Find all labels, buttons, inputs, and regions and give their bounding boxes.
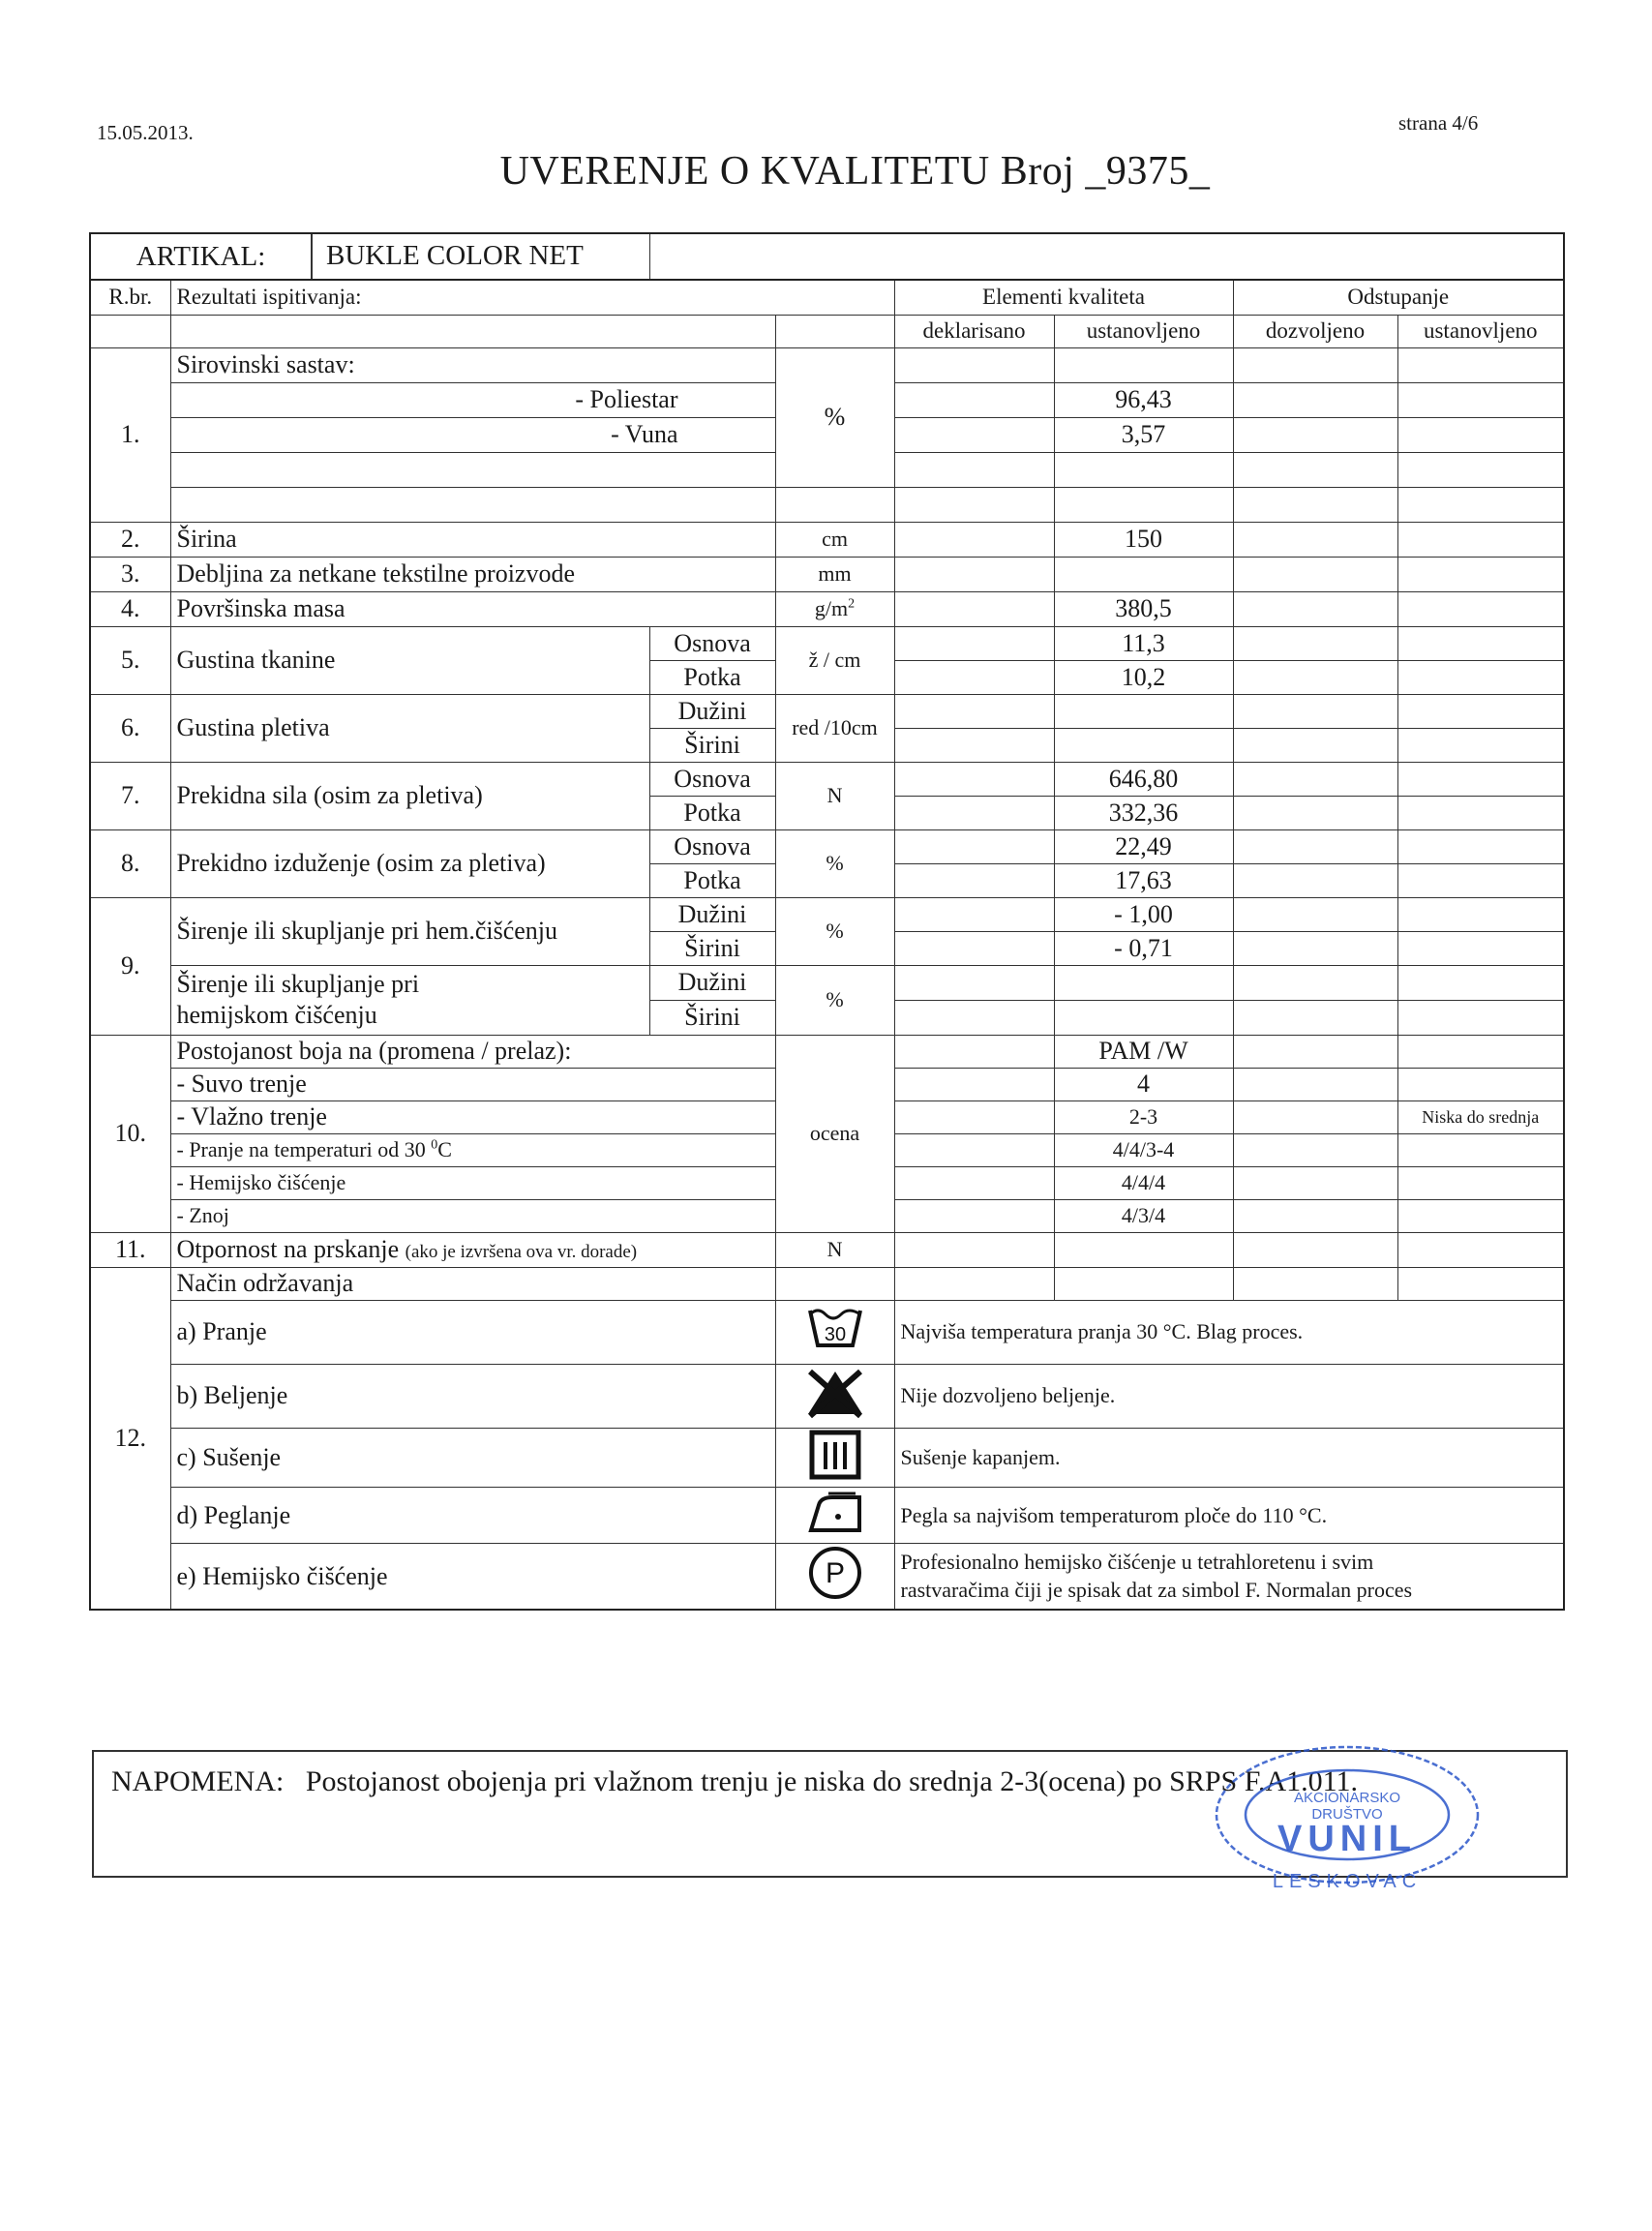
row-number: 5. xyxy=(90,626,170,694)
deviation-value: Niska do srednja xyxy=(1397,1100,1564,1133)
table-row xyxy=(90,626,1564,660)
row-label: Debljina za netkane tekstilne proizvode xyxy=(170,557,775,591)
row-label: Prekidno izduženje (osim za pletiva) xyxy=(170,829,649,897)
row-value: 2-3 xyxy=(1054,1100,1233,1133)
row-label: Postojanost boja na (promena / prelaz): xyxy=(170,1035,775,1068)
row-unit: ocena xyxy=(775,1035,894,1232)
note-label: NAPOMENA: xyxy=(111,1765,285,1797)
col-odstupanje: Odstupanje xyxy=(1233,280,1564,315)
row-sublabel: Dužini xyxy=(649,965,775,1000)
row-label: Gustina tkanine xyxy=(170,626,649,694)
care-label: c) Sušenje xyxy=(170,1428,775,1488)
page-number: strana 4/6 xyxy=(1398,111,1479,135)
table-row xyxy=(90,557,1564,591)
row-number: 12. xyxy=(90,1267,170,1610)
row-value: PAM /W xyxy=(1054,1035,1233,1068)
row-label: Prekidna sila (osim za pletiva) xyxy=(170,762,649,829)
row-sublabel: - Pranje na temperaturi od 30 $^0$C xyxy=(170,1133,775,1166)
care-row xyxy=(90,1364,1564,1428)
care-description: Nije dozvoljeno beljenje. xyxy=(894,1364,1564,1428)
row-sublabel: Osnova xyxy=(649,762,775,796)
row-value: 11,3 xyxy=(1054,626,1233,660)
care-label: a) Pranje xyxy=(170,1300,775,1364)
row-label: Gustina pletiva xyxy=(170,694,649,762)
table-row xyxy=(90,1232,1564,1267)
care-row xyxy=(90,1428,1564,1488)
row-unit: % xyxy=(775,829,894,897)
row-value: 17,63 xyxy=(1054,863,1233,897)
row-number: 4. xyxy=(90,591,170,626)
table-row xyxy=(90,591,1564,626)
table-row xyxy=(90,965,1564,1000)
care-row xyxy=(90,1488,1564,1544)
row-label: Način održavanja xyxy=(170,1267,775,1300)
col-ustanovljeno: ustanovljeno xyxy=(1054,315,1233,347)
row-sublabel: Širini xyxy=(649,728,775,762)
row-unit: N xyxy=(775,762,894,829)
no-bleach-icon xyxy=(775,1364,894,1428)
care-label: e) Hemijsko čišćenje xyxy=(170,1544,775,1610)
artikal-row xyxy=(90,233,1564,280)
row-unit: N xyxy=(775,1232,894,1267)
row-value: 96,43 xyxy=(1054,382,1233,417)
row-unit: % xyxy=(775,965,894,1035)
row-label: Površinska masa xyxy=(170,591,775,626)
row-unit: % xyxy=(775,897,894,965)
row-label: Širenje ili skupljanje pri hem.čišćenju xyxy=(170,897,649,965)
row-label: Širenje ili skupljanje pri hemijskom čišćenju xyxy=(170,965,649,1035)
row-label: Širina xyxy=(170,522,775,557)
col-ustanovljeno-2: ustanovljeno xyxy=(1397,315,1564,347)
row-value: 22,49 xyxy=(1054,829,1233,863)
row-unit: ž / cm xyxy=(775,626,894,694)
row-unit: red /10cm xyxy=(775,694,894,762)
row-number: 3. xyxy=(90,557,170,591)
row-value: 10,2 xyxy=(1054,660,1233,694)
row-value: 380,5 xyxy=(1054,591,1233,626)
col-dozvoljeno: dozvoljeno xyxy=(1233,315,1397,347)
row-number: 10. xyxy=(90,1035,170,1232)
care-description: Sušenje kapanjem. xyxy=(894,1428,1564,1488)
row-value: 332,36 xyxy=(1054,796,1233,829)
svg-text:DRUŠTVO: DRUŠTVO xyxy=(1311,1806,1383,1823)
artikal-value: BUKLE COLOR NET xyxy=(326,240,584,272)
row-value: 150 xyxy=(1054,522,1233,557)
svg-text:30: 30 xyxy=(824,1323,846,1345)
row-number: 2. xyxy=(90,522,170,557)
row-sublabel: Dužini xyxy=(649,694,775,728)
table-row xyxy=(90,347,1564,382)
row-sublabel: - Znoj xyxy=(170,1199,775,1232)
row-value: - 0,71 xyxy=(1054,931,1233,965)
row-value: 4 xyxy=(1054,1068,1233,1100)
row-unit: % xyxy=(775,347,894,487)
svg-text:AKCIONARSKO: AKCIONARSKO xyxy=(1293,1790,1401,1806)
company-stamp xyxy=(1202,1733,1492,1897)
document-date: 15.05.2013. xyxy=(97,121,194,144)
row-value: 3,57 xyxy=(1054,417,1233,452)
care-description: Najviša temperatura pranja 30 °C. Blag proces. xyxy=(894,1300,1564,1364)
table-row xyxy=(90,694,1564,728)
row-sublabel: - Hemijsko čišćenje xyxy=(170,1166,775,1199)
row-value: 4/3/4 xyxy=(1054,1199,1233,1232)
svg-text:VUNIL: VUNIL xyxy=(1277,1819,1417,1859)
row-sublabel: Osnova xyxy=(649,829,775,863)
table-row xyxy=(90,762,1564,796)
row-sublabel: Potka xyxy=(649,863,775,897)
row-sublabel: Potka xyxy=(649,796,775,829)
care-description: Profesionalno hemijsko čišćenje u tetrahloretenu i svim rastvaračima čiji je spisak dat za simbol F. Normalan proces xyxy=(894,1544,1564,1610)
row-label: Otpornost na prskanje (ako je izvršena ova vr. dorade) xyxy=(170,1232,775,1267)
row-unit: cm xyxy=(775,522,894,557)
table-row xyxy=(90,1267,1564,1300)
document-title: UVERENJE O KVALITETU Broj _9375_ xyxy=(499,149,1211,194)
note-text: Postojanost obojenja pri vlažnom trenju je niska do srednja 2-3(ocena) po SRPS F.A1.011. xyxy=(305,1765,1359,1797)
row-sublabel: Širini xyxy=(649,1000,775,1035)
table-row xyxy=(90,829,1564,863)
row-label: Sirovinski sastav: xyxy=(170,347,775,382)
care-row xyxy=(90,1300,1564,1364)
svg-text:P: P xyxy=(825,1557,845,1590)
row-number: 1. xyxy=(90,347,170,522)
col-deklarisano: deklarisano xyxy=(894,315,1054,347)
care-label: d) Peglanje xyxy=(170,1488,775,1544)
row-number: 11. xyxy=(90,1232,170,1267)
row-sublabel: Širini xyxy=(649,931,775,965)
row-sublabel: - Vlažno trenje xyxy=(170,1100,775,1133)
row-value: 646,80 xyxy=(1054,762,1233,796)
dryclean-p-icon xyxy=(775,1544,894,1610)
row-sublabel: - Poliestar xyxy=(170,382,775,417)
row-sublabel: - Suvo trenje xyxy=(170,1068,775,1100)
care-description: Pegla sa najvišom temperaturom ploče do 110 °C. xyxy=(894,1488,1564,1544)
row-number: 7. xyxy=(90,762,170,829)
row-number: 9. xyxy=(90,897,170,1035)
header-row xyxy=(90,280,1564,315)
row-sublabel: Potka xyxy=(649,660,775,694)
row-value: - 1,00 xyxy=(1054,897,1233,931)
iron-icon xyxy=(775,1488,894,1544)
row-unit: $g/m^2$ xyxy=(775,591,894,626)
table-row xyxy=(90,522,1564,557)
row-value: 4/4/4 xyxy=(1054,1166,1233,1199)
table-row xyxy=(90,487,1564,522)
care-row xyxy=(90,1544,1564,1610)
svg-text:LESKOVAC: LESKOVAC xyxy=(1272,1871,1423,1892)
subheader-row xyxy=(90,315,1564,347)
row-sublabel: - Vuna xyxy=(170,417,775,452)
artikal-label: ARTIKAL: xyxy=(91,234,313,279)
table-row xyxy=(90,1035,1564,1068)
care-label: b) Beljenje xyxy=(170,1364,775,1428)
drip-dry-icon xyxy=(775,1428,894,1488)
col-rezultati: Rezultati ispitivanja: xyxy=(170,280,894,315)
row-sublabel: Osnova xyxy=(649,626,775,660)
row-value: 4/4/3-4 xyxy=(1054,1133,1233,1166)
table-row xyxy=(90,897,1564,931)
col-rbr: R.br. xyxy=(90,280,170,315)
row-number: 6. xyxy=(90,694,170,762)
row-number: 8. xyxy=(90,829,170,897)
col-elementi: Elementi kvaliteta xyxy=(894,280,1233,315)
row-sublabel: Dužini xyxy=(649,897,775,931)
row-unit: mm xyxy=(775,557,894,591)
wash-30-icon xyxy=(775,1300,894,1364)
quality-table xyxy=(89,232,1565,1611)
